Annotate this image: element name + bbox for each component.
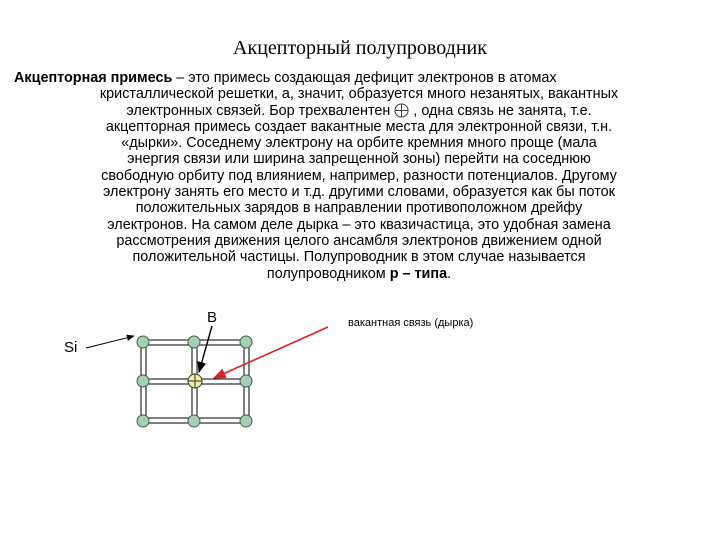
si-atom <box>188 336 200 348</box>
paragraph-line-5: «дырки». Соседнему электрону на орбите кремния много проще (мала <box>121 135 597 152</box>
paragraph-line-7: свободную орбиту под влиянием, например, разности потенциалов. Другому <box>101 167 617 184</box>
boron-label: B <box>207 309 218 326</box>
paragraph-line-8: электрону занять его место и т.д. другими словами, образуется как бы поток <box>103 184 615 201</box>
si-atom <box>137 336 149 348</box>
vacancy-arrow <box>214 327 328 378</box>
si-atom <box>240 415 252 427</box>
si-atom <box>240 375 252 387</box>
term-bold: Акцепторная примесь <box>14 70 173 86</box>
b-arrow <box>199 326 212 372</box>
line-13-before: полупроводником <box>266 265 390 282</box>
paragraph-line-2: кристаллической решетки, а, значит, образуется много незанятых, вакантных <box>99 86 619 103</box>
paragraph-line-4: акцепторная примесь создает вакантные места для электронной связи, т.н. <box>105 118 613 135</box>
paragraph-line-11: рассмотрения движения целого ансамбля электронов движением одной <box>116 232 602 249</box>
line-3-before: электронных связей. Бор трехвалентен <box>126 102 391 119</box>
si-atom <box>188 415 200 427</box>
line-13-after: . <box>447 265 452 282</box>
p-type-bold: р – типа <box>389 265 448 282</box>
si-arrow <box>86 336 134 348</box>
paragraph-line-6: энергия связи или ширина запрещенной зоны) перейти на соседнюю <box>127 151 591 168</box>
line-1-rest: – это примесь создающая дефицит электронов в атомах <box>172 70 557 86</box>
paragraph-line-10: электронов. На самом деле дырка – это квазичастица, это удобная замена <box>107 216 611 233</box>
si-atom <box>137 415 149 427</box>
si-atom <box>240 336 252 348</box>
paragraph-line-12: положительной частицы. Полупроводник в этом случае называется <box>132 249 586 266</box>
paragraph-line-9: положительных зарядов в направлении противоположном дрейфу <box>135 200 583 217</box>
boron-atom <box>188 374 202 388</box>
si-atom <box>137 375 149 387</box>
silicon-label: Si <box>64 339 78 356</box>
vacancy-label: вакантная связь (дырка) <box>348 317 474 329</box>
line-3-after: , одна связь не занята, т.е. <box>413 102 592 119</box>
slide-title: Акцепторный полупроводник <box>233 37 487 59</box>
